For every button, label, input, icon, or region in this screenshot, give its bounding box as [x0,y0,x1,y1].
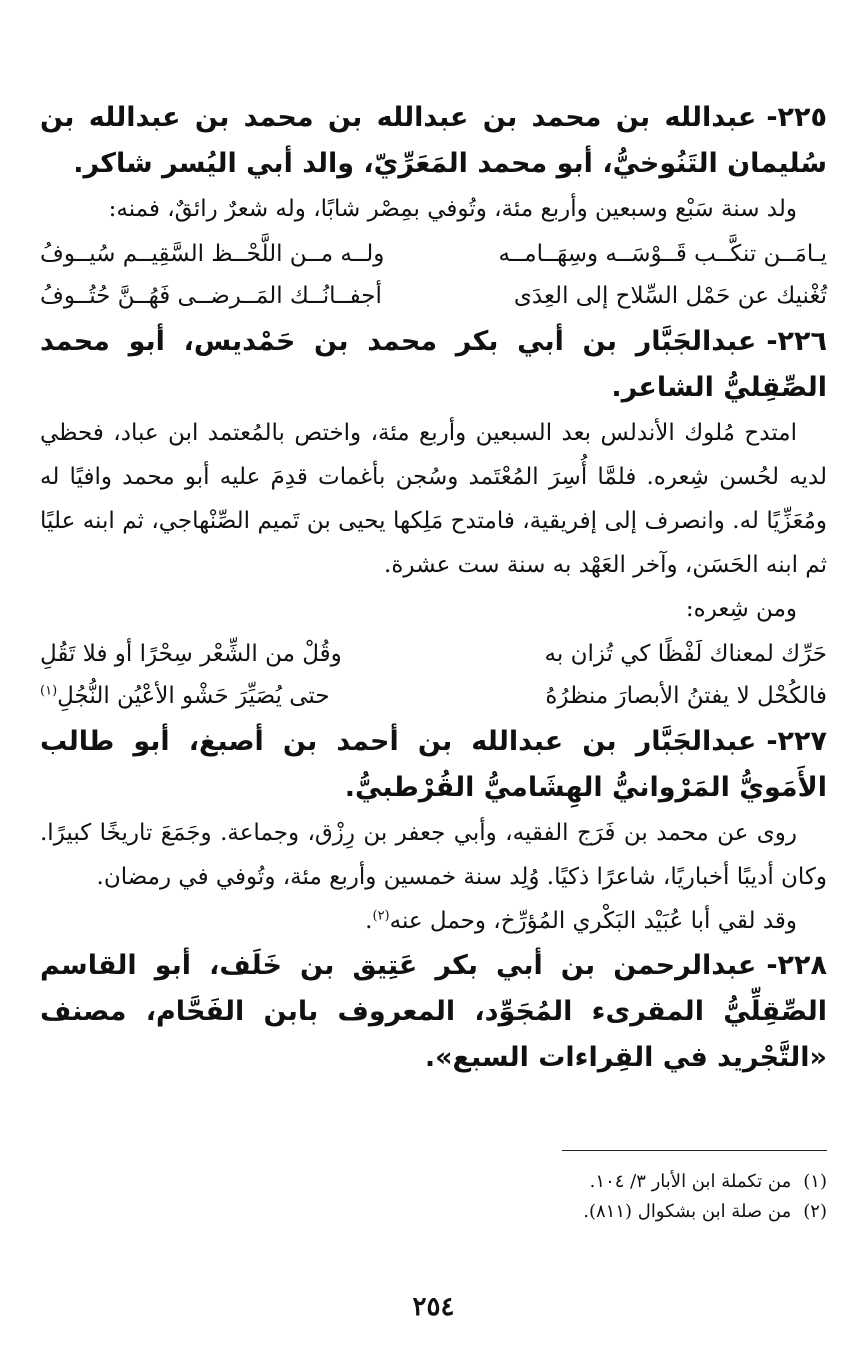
footnote-number: (٢) [803,1201,827,1222]
verse-line [40,633,827,675]
footnote-text: من صلة ابن بشكوال (٨١١). [583,1201,792,1222]
entry-number: ٢٢٥- [766,102,827,133]
entry-number: ٢٢٦- [766,326,827,357]
entry-heading-text: عبدالجَبَّار بن عبدالله بن أحمد بن أصبغ، أبو طالب الأَمَويُّ المَرْوانيُّ الهِشَاميُّ القُرْطبيُّ. [40,726,827,803]
verse-second-hemistich [40,675,330,717]
verse-first-hemistich: حَرِّك لمعناك لَفْظًا كي تُزان به [544,641,827,667]
entry-number: ٢٢٨- [766,950,827,981]
entry-paragraph: روى عن محمد بن فَرَج الفقيه، وأبي جعفر بن رِزْق، وجماعة. وجَمَعَ تاريخًا كبيرًا. وكان أديبًا أخباريًا، شاعرًا ذكيًا. وُلِد سنة خمسين وأربع مئة، وتُوفي في رمضان. [40,820,827,890]
entry-heading-text: عبدالله بن محمد بن عبدالله بن محمد بن عبدالله بن سُليمان التَنُوخيُّ، أبو محمد المَعَرِّيّ، والد أبي اليُسر شاكر. [40,102,827,179]
entry-number: ٢٢٧- [766,726,827,757]
footnote-text: من تكملة ابن الأبار ٣/ ١٠٤. [589,1171,792,1192]
footnote [40,1167,827,1197]
poem [40,633,827,717]
verse-first-hemistich: فالكُحْل لا يفتنُ الأبصارَ منظرُهُ [545,683,827,709]
verse-line [40,675,827,717]
entry-paragraph: امتدح مُلوك الأندلس بعد السبعين وأربع مئة، واختص بالمُعتمد ابن عباد، فحظي لديه لحُسن شِعره. فلمَّا أُسِرَ المُعْتَمد وسُجن بأغمات قدِمَ عليه أبو محمد وافيًا له ومُعَزِّيًا له. وانصرف إلى إفريقية، فامتدح مَلِكها يحيى بن تَميم الصِّنْهاجي، ثم ابنه عليًا ثم ابنه الحَسَن، وآخر العَهْد به سنة ست عشرة. [40,420,827,578]
verse-first-hemistich: يـامَــن تنكَّــب قَــوْسَــه وسِهَــامــه [498,241,827,267]
page-number: ٢٥٤ [412,1292,455,1322]
entry-heading [40,95,827,187]
footnote-number: (١) [803,1171,827,1192]
verse-line [40,275,827,317]
entry-paragraph: ومن شِعره: [685,596,797,622]
paragraph-text: وقد لقي أبا عُبَيْد البَكْري المُؤرِّخ، وحمل عنه [389,908,797,934]
entry-paragraph: وقد لقي أبا عُبَيْد البَكْري المُؤرِّخ، وحمل عنه$^{(٢)}$. [365,908,797,934]
entry-heading [40,943,827,1081]
footnote [40,1197,827,1227]
verse-first-hemistich: تُغْنيك عن حَمْل السِّلاح إلى العِدَى [513,283,827,309]
entry-paragraph: ولد سنة سَبْع وسبعين وأربع مئة، وتُوفي بمِصْر شابًا، وله شعرٌ رائقٌ، فمنه: [108,196,797,222]
verse-second-hemistich: ولــه مــن اللَّحْــظ السَّقِيــم سُيــوفُ [40,241,385,267]
entry-heading-text: عبدالرحمن بن أبي بكر عَتِيق بن خَلَف، أبو القاسم الصِّقِلِّيُّ المقرىء المُجَوِّد، المعروف بابن الفَحَّام، مصنف «التَّجْريد في القِراءات السبع». [40,950,827,1073]
entry-heading [40,319,827,411]
footnote-ref: (١) [40,683,58,699]
entry-heading [40,719,827,811]
poem [40,233,827,317]
verse-line [40,233,827,275]
verse-text: حتى يُصَيِّرَ حَشْو الأعْيُن النُّجُلِ [57,683,330,709]
footnote-ref: (٢) [372,908,390,924]
entry-heading-text: عبدالجَبَّار بن أبي بكر محمد بن حَمْديس، أبو محمد الصِّقِليُّ الشاعر. [40,326,827,403]
footnotes [40,1150,827,1227]
verse-second-hemistich: أجفــانُــك المَــرضــى فَهُــنَّ حُتُــوفُ [40,283,382,309]
footnote-divider [562,1150,827,1151]
verse-second-hemistich: وقُلْ من الشِّعْر سِحْرًا أو فلا تَقُلِ [40,641,342,667]
page-body [40,95,827,1081]
